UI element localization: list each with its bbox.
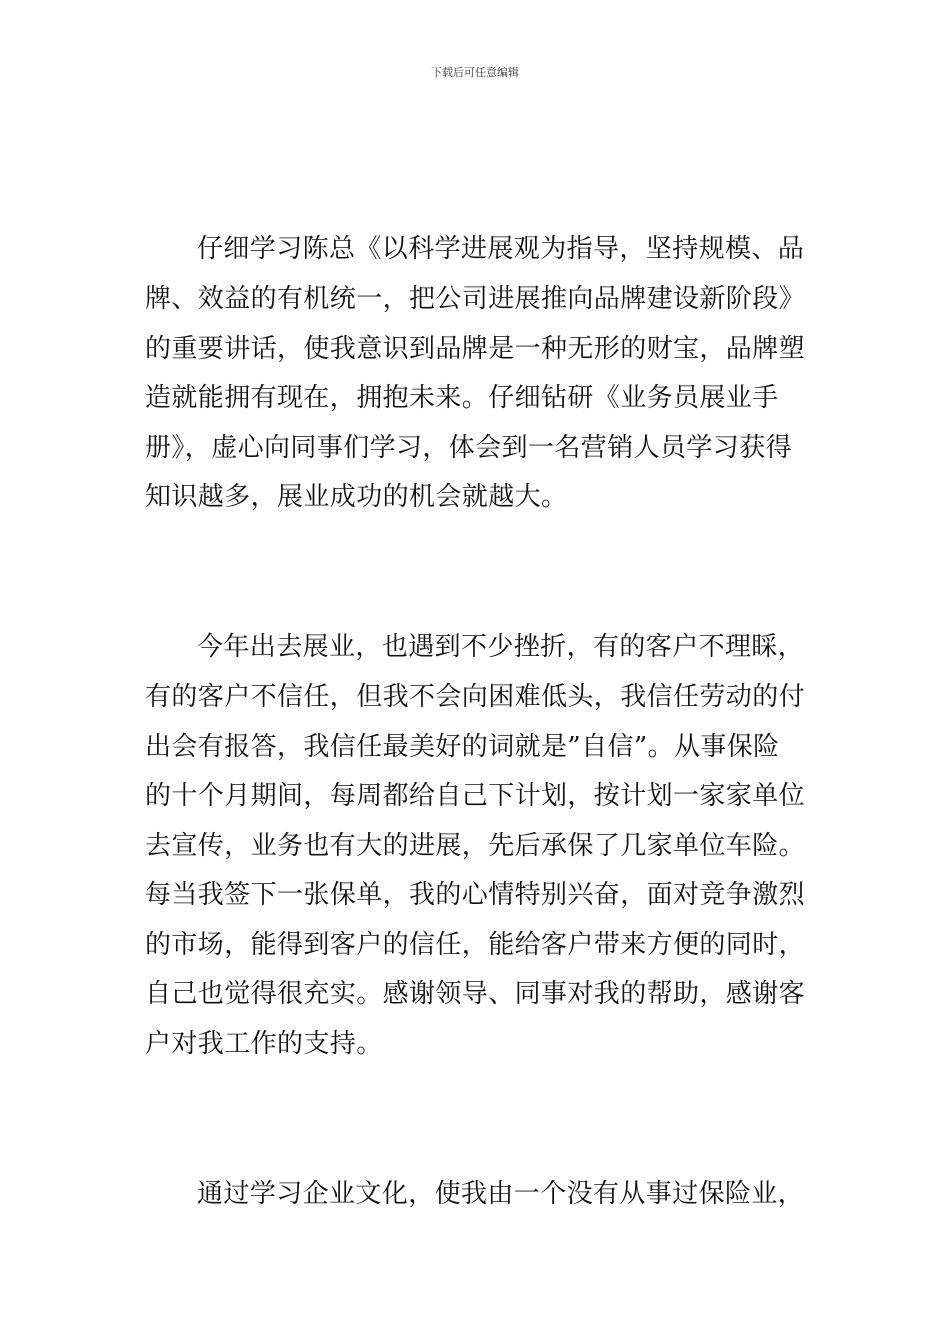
- paragraph-line: 的十个月期间，每周都给自己下计划，按计划一家家单位: [145, 781, 806, 811]
- paragraph-line: 的重要讲话，使我意识到品牌是一种无形的财宝，品牌塑: [145, 334, 806, 364]
- paragraph-line: 有的客户不信任，但我不会向困难低头，我信任劳动的付: [145, 682, 806, 712]
- paragraph-line: 通过学习企业文化，使我由一个没有从事过保险业，: [197, 1179, 805, 1209]
- paragraph-line: 出会有报答，我信任最美好的词就是”自信”。从事保险: [145, 732, 780, 762]
- paragraph-line: 牌、效益的有机统一，把公司进展推向品牌建设新阶段》: [145, 284, 806, 314]
- paragraph-line: 册》，虚心向同事们学习，体会到一名营销人员学习获得: [145, 433, 793, 463]
- paragraph-line: 今年出去展业，也遇到不少挫折，有的客户不理睬，: [197, 632, 805, 662]
- paragraph-line: 造就能拥有现在，拥抱未来。仔细钻研《业务员展业手: [145, 383, 779, 413]
- paragraph-line: 自己也觉得很充实。感谢领导、同事对我的帮助，感谢客: [145, 979, 806, 1009]
- paragraph-line: 每当我签下一张保单，我的心情特别兴奋，面对竞争激烈: [145, 880, 806, 910]
- paragraph-line: 去宣传，业务也有大的进展，先后承保了几家单位车险。: [145, 831, 806, 861]
- paragraph-line: 户对我工作的支持。: [145, 1029, 383, 1059]
- page-header: 下载后可任意编辑: [431, 66, 519, 79]
- paragraph-line: 的市场，能得到客户的信任，能给客户带来方便的同时，: [145, 930, 806, 960]
- paragraph-line: 知识越多，展业成功的机会就越大。: [145, 482, 568, 512]
- paragraph-line: 仔细学习陈总《以科学进展观为指导，坚持规模、品: [197, 234, 805, 264]
